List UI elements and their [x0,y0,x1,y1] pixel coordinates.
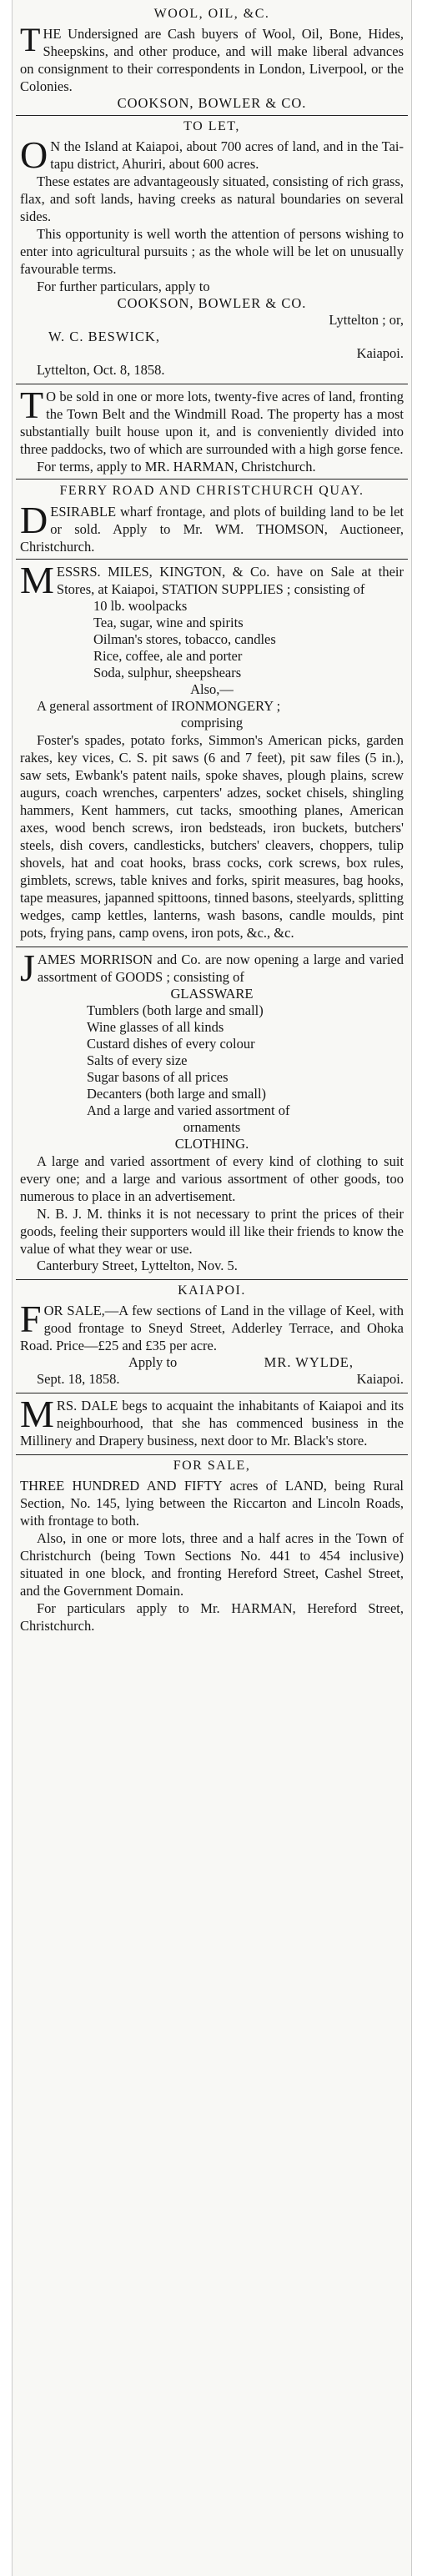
list-item: Custard dishes of every colour [87,1036,255,1052]
list-item: Wine glasses of all kinds [87,1019,224,1035]
ferry-road-advert [13,481,411,555]
drop-cap: T [20,21,41,58]
to-let-heading: TO LET, [183,119,240,133]
to-let-text-4: For further particulars, apply to [37,279,210,294]
divider [16,479,408,480]
dale-advert [13,1393,411,1449]
wool-signature: COOKSON, BOWLER & CO. [117,95,307,111]
morrison-place: Canterbury Street, Lyttelton, Nov. 5. [37,1258,238,1273]
drop-cap: D [20,499,48,541]
for-sale-text: THREE HUNDRED AND FIFTY acres of LAND, being Rural Section, No. 145, lying between the Riccarton and Lincoln Roads, with frontage to both. [20,1478,404,1529]
drop-cap: M [20,1393,54,1435]
ferry-road-text: ESIRABLE wharf frontage, and plots of building land to be let or sold. Apply to Mr. WM. THOMSON, Auctioneer, Christchurch. [20,504,404,555]
list-item: Tumblers (both large and small) [87,1002,264,1018]
divider [16,1279,408,1280]
to-let-text-3: This opportunity is well worth the attention of persons wishing to enter into agricultural pursuits ; as the whole will be let on unusually favourable terms. [20,226,404,277]
for-sale-also: Also, in one or more lots, three and a half acres in the Town of Christchurch (being Town Sections No. 441 to 454 inclusive) situated in one block, and fronting Hereford Street, Cashel Street, and the Government Domain. [20,1530,404,1599]
list-item: Soda, sulphur, sheepshears [93,665,242,680]
clothing-heading: CLOTHING. [174,1136,249,1152]
clothing-text: A large and varied assortment of every kind of clothing to suit every one; and a large and various assortment of other goods, too numerous to place in an advertisement. [20,1153,404,1204]
to-let-signature-1: COOKSON, BOWLER & CO. [117,295,307,311]
to-let-place-1: Lyttelton ; or, [329,312,404,328]
kaiapoi-advert [13,1282,411,1388]
to-let-text-1: N the Island at Kaiapoi, about 700 acres of land, and in the Tai-tapu district, Ahuriri, about 600 acres. [50,138,404,172]
to-let-advert [13,118,411,379]
kaiapoi-text: OR SALE,—A few sections of Land in the village of Keel, with good frontage to Sneyd Street, Adderley Terrace, and Ohoka Road. Price—£25 and £35 per acre. [20,1303,404,1353]
morrison-text: AMES MORRISON and Co. are now opening a large and varied assortment of GOODS ; consisting of [37,952,404,985]
drop-cap: F [20,1298,42,1340]
morrison-note: N. B. J. M. thinks it is not necessary to print the prices of their goods, feeling their supporters would ill like their friends to know the value of what they wear or use. [20,1206,404,1257]
list-item: Oilman's stores, tobacco, candles [93,631,276,647]
sale-advert [13,384,411,475]
list-item: Salts of every size [87,1052,188,1068]
list-item: Tea, sugar, wine and spirits [93,615,244,630]
to-let-date: Lyttelton, Oct. 8, 1858. [37,362,165,378]
dale-text: RS. DALE begs to acquaint the inhabitants of Kaiapoi and its neighbourhood, that she has commenced business in the Millinery and Drapery business, next door to Mr. Black's store. [20,1398,404,1449]
list-item: And a large and varied assortment of [87,1102,290,1118]
newspaper-column [12,0,412,2576]
ferry-road-heading: FERRY ROAD AND CHRISTCHURCH QUAY. [59,484,364,498]
morrison-advert [13,947,411,1274]
drop-cap: O [20,133,48,176]
to-let-signature-2: W. C. BESWICK, [48,329,160,344]
list-item: Decanters (both large and small) [87,1086,267,1102]
list-item: 10 lb. woolpacks [93,598,188,614]
kaiapoi-signature: MR. WYLDE, [264,1354,354,1370]
drop-cap: J [20,947,35,989]
sale-text: O be sold in one or more lots, twenty-five acres of land, fronting the Town Belt and the Windmill Road. The property has a most substantially built house upon it, and is conveniently divided into three paddocks, two of which are surrounded with a high gorse fence. [20,389,404,457]
list-item: Sugar basons of all prices [87,1069,229,1085]
wool-heading: WOOL, OIL, &C. [153,7,270,21]
kaiapoi-apply: Apply to [128,1354,178,1370]
miles-also: Also,— [190,681,234,697]
sale-terms: For terms, apply to MR. HARMAN, Christchurch. [37,459,316,475]
list-item: Rice, coffee, ale and porter [93,648,243,664]
miles-ironmongery-text: Foster's spades, potato forks, Simmon's American picks, garden rakes, key vices, C. S. pit saws (6 and 7 feet), pit saw files (5 in.), saw sets, Ewbank's patent nails, spoke shaves, plough plains, screw augurs, coach wrenches, carpenters' adzes, socket chisels, shingling hammers, Kent hammers, cut tacks, smoothing planes, American axes, wood bench screws, iron bedsteads, iron buckets, butchers' steels, dish covers, candlesticks, butchers' cleavers, choppers, tulip shovels, hat and coat hooks, brass cocks, cork screws, box rules, gimblets, screws, table knives and forks, spirit measures, bag hooks, tape measures, japanned spittoons, tinned basons, steelyards, splitting wedges, camp kettles, lanterns, wash basons, candle moulds, pint pots, frying pans, camp ovens, iron pots, &c., &c. [20,732,404,941]
to-let-text-2: These estates are advantageously situated, consisting of rich grass, flax, and soft lands, having creeks as natural boundaries on several sides. [20,173,404,224]
kaiapoi-place: Kaiapoi. [356,1371,404,1387]
to-let-place-2: Kaiapoi. [356,345,404,361]
drop-cap: M [20,559,54,601]
miles-comprising: comprising [180,715,244,731]
for-sale-advert [13,1457,411,1634]
wool-advert [13,0,411,112]
kaiapoi-heading: KAIAPOI. [178,1283,246,1298]
miles-text: ESSRS. MILES, KINGTON, & Co. have on Sale at their Stores, at Kaiapoi, STATION SUPPLIES ; consisting of [56,564,404,597]
divider [16,1454,408,1455]
for-sale-particulars: For particulars apply to Mr. HARMAN, Hereford Street, Christchurch. [20,1600,404,1634]
miles-kington-advert [13,560,411,942]
ornaments-label: ornaments [183,1119,241,1135]
wool-text: HE Undersigned are Cash buyers of Wool, Oil, Bone, Hides, Sheepskins, and other produce, and will make liberal advances on consignment to their correspondents in London, Liverpool, or the Colonies. [20,26,404,94]
divider [16,115,408,116]
drop-cap: T [20,384,44,426]
for-sale-heading: FOR SALE, [173,1459,251,1473]
kaiapoi-date: Sept. 18, 1858. [37,1371,120,1387]
miles-ironmongery-heading: A general assortment of IRONMONGERY ; [37,698,281,714]
glassware-heading: GLASSWARE [170,986,254,1002]
